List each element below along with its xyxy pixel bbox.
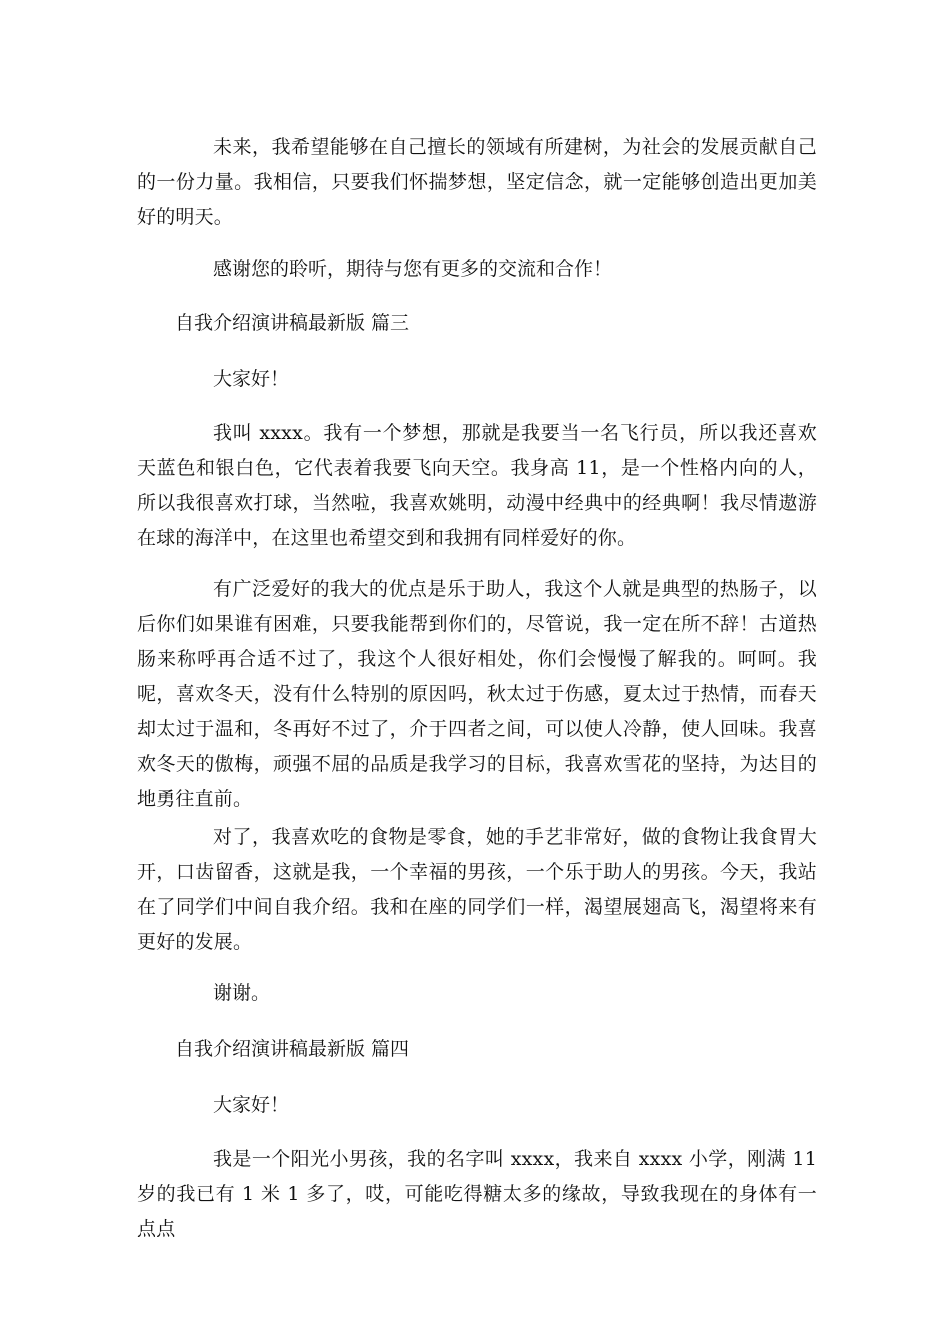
paragraph-sunshine-boy: 我是一个阳光小男孩，我的名字叫 xxxx，我来自 xxxx 小学，刚满 11 岁的我已有 1 米 1 多了，哎，可能吃得糖太多的缘故，导致我现在的身体有一点点 — [137, 1148, 817, 1240]
paragraph-food: 对了，我喜欢吃的食物是零食，她的手艺非常好，做的食物让我食胃大开，口齿留香，这就是我，一个幸福的男孩，一个乐于助人的男孩。今天，我站在了同学们中间自我介绍。我和在座的同学们一样，渴望展翅高飞，渴望将来有更好的发展。 — [137, 826, 817, 953]
paragraph-hobbies: 有广泛爱好的我大的优点是乐于助人，我这个人就是典型的热肠子，以后你们如果谁有困难，只要我能帮到你们的，尽管说，我一定在所不辞！古道热肠来称呼再合适不过了，我这个人很好相处，你们会慢慢了解我的。呵呵。我呢，喜欢冬天，没有什么特别的原因吗，秋太过于伤感，夏太过于热情，而春天却太过于温和，冬再好不过了，介于四者之间，可以使人冷静，使人回味。我喜欢冬天的傲梅，顽强不屈的品质是我学习的目标，我喜欢雪花的坚持，为达目的地勇往直前。 — [137, 578, 817, 810]
greeting-3: 大家好！ — [213, 368, 290, 390]
paragraph-dream: 我叫 xxxx。我有一个梦想，那就是我要当一名飞行员，所以我还喜欢天蓝色和银白色，它代表着我要飞向天空。我身高 11，是一个性格内向的人，所以我很喜欢打球，当然啦，我喜欢姚明，动漫中经典中的经典啊！我尽情遨游在球的海洋中，在这里也希望交到和我拥有同样爱好的你。 — [137, 422, 817, 549]
greeting-4: 大家好！ — [213, 1094, 290, 1116]
section-heading-3: 自我介绍演讲稿最新版 篇三 — [175, 312, 410, 334]
closing-thanks: 谢谢。 — [213, 982, 271, 1004]
paragraph-future: 未来，我希望能够在自己擅长的领域有所建树，为社会的发展贡献自己的一份力量。我相信，只要我们怀揣梦想，坚定信念，就一定能够创造出更加美好的明天。 — [137, 136, 817, 228]
paragraph-thanks-listening: 感谢您的聆听，期待与您有更多的交流和合作！ — [213, 258, 613, 280]
section-heading-4: 自我介绍演讲稿最新版 篇四 — [175, 1038, 410, 1060]
